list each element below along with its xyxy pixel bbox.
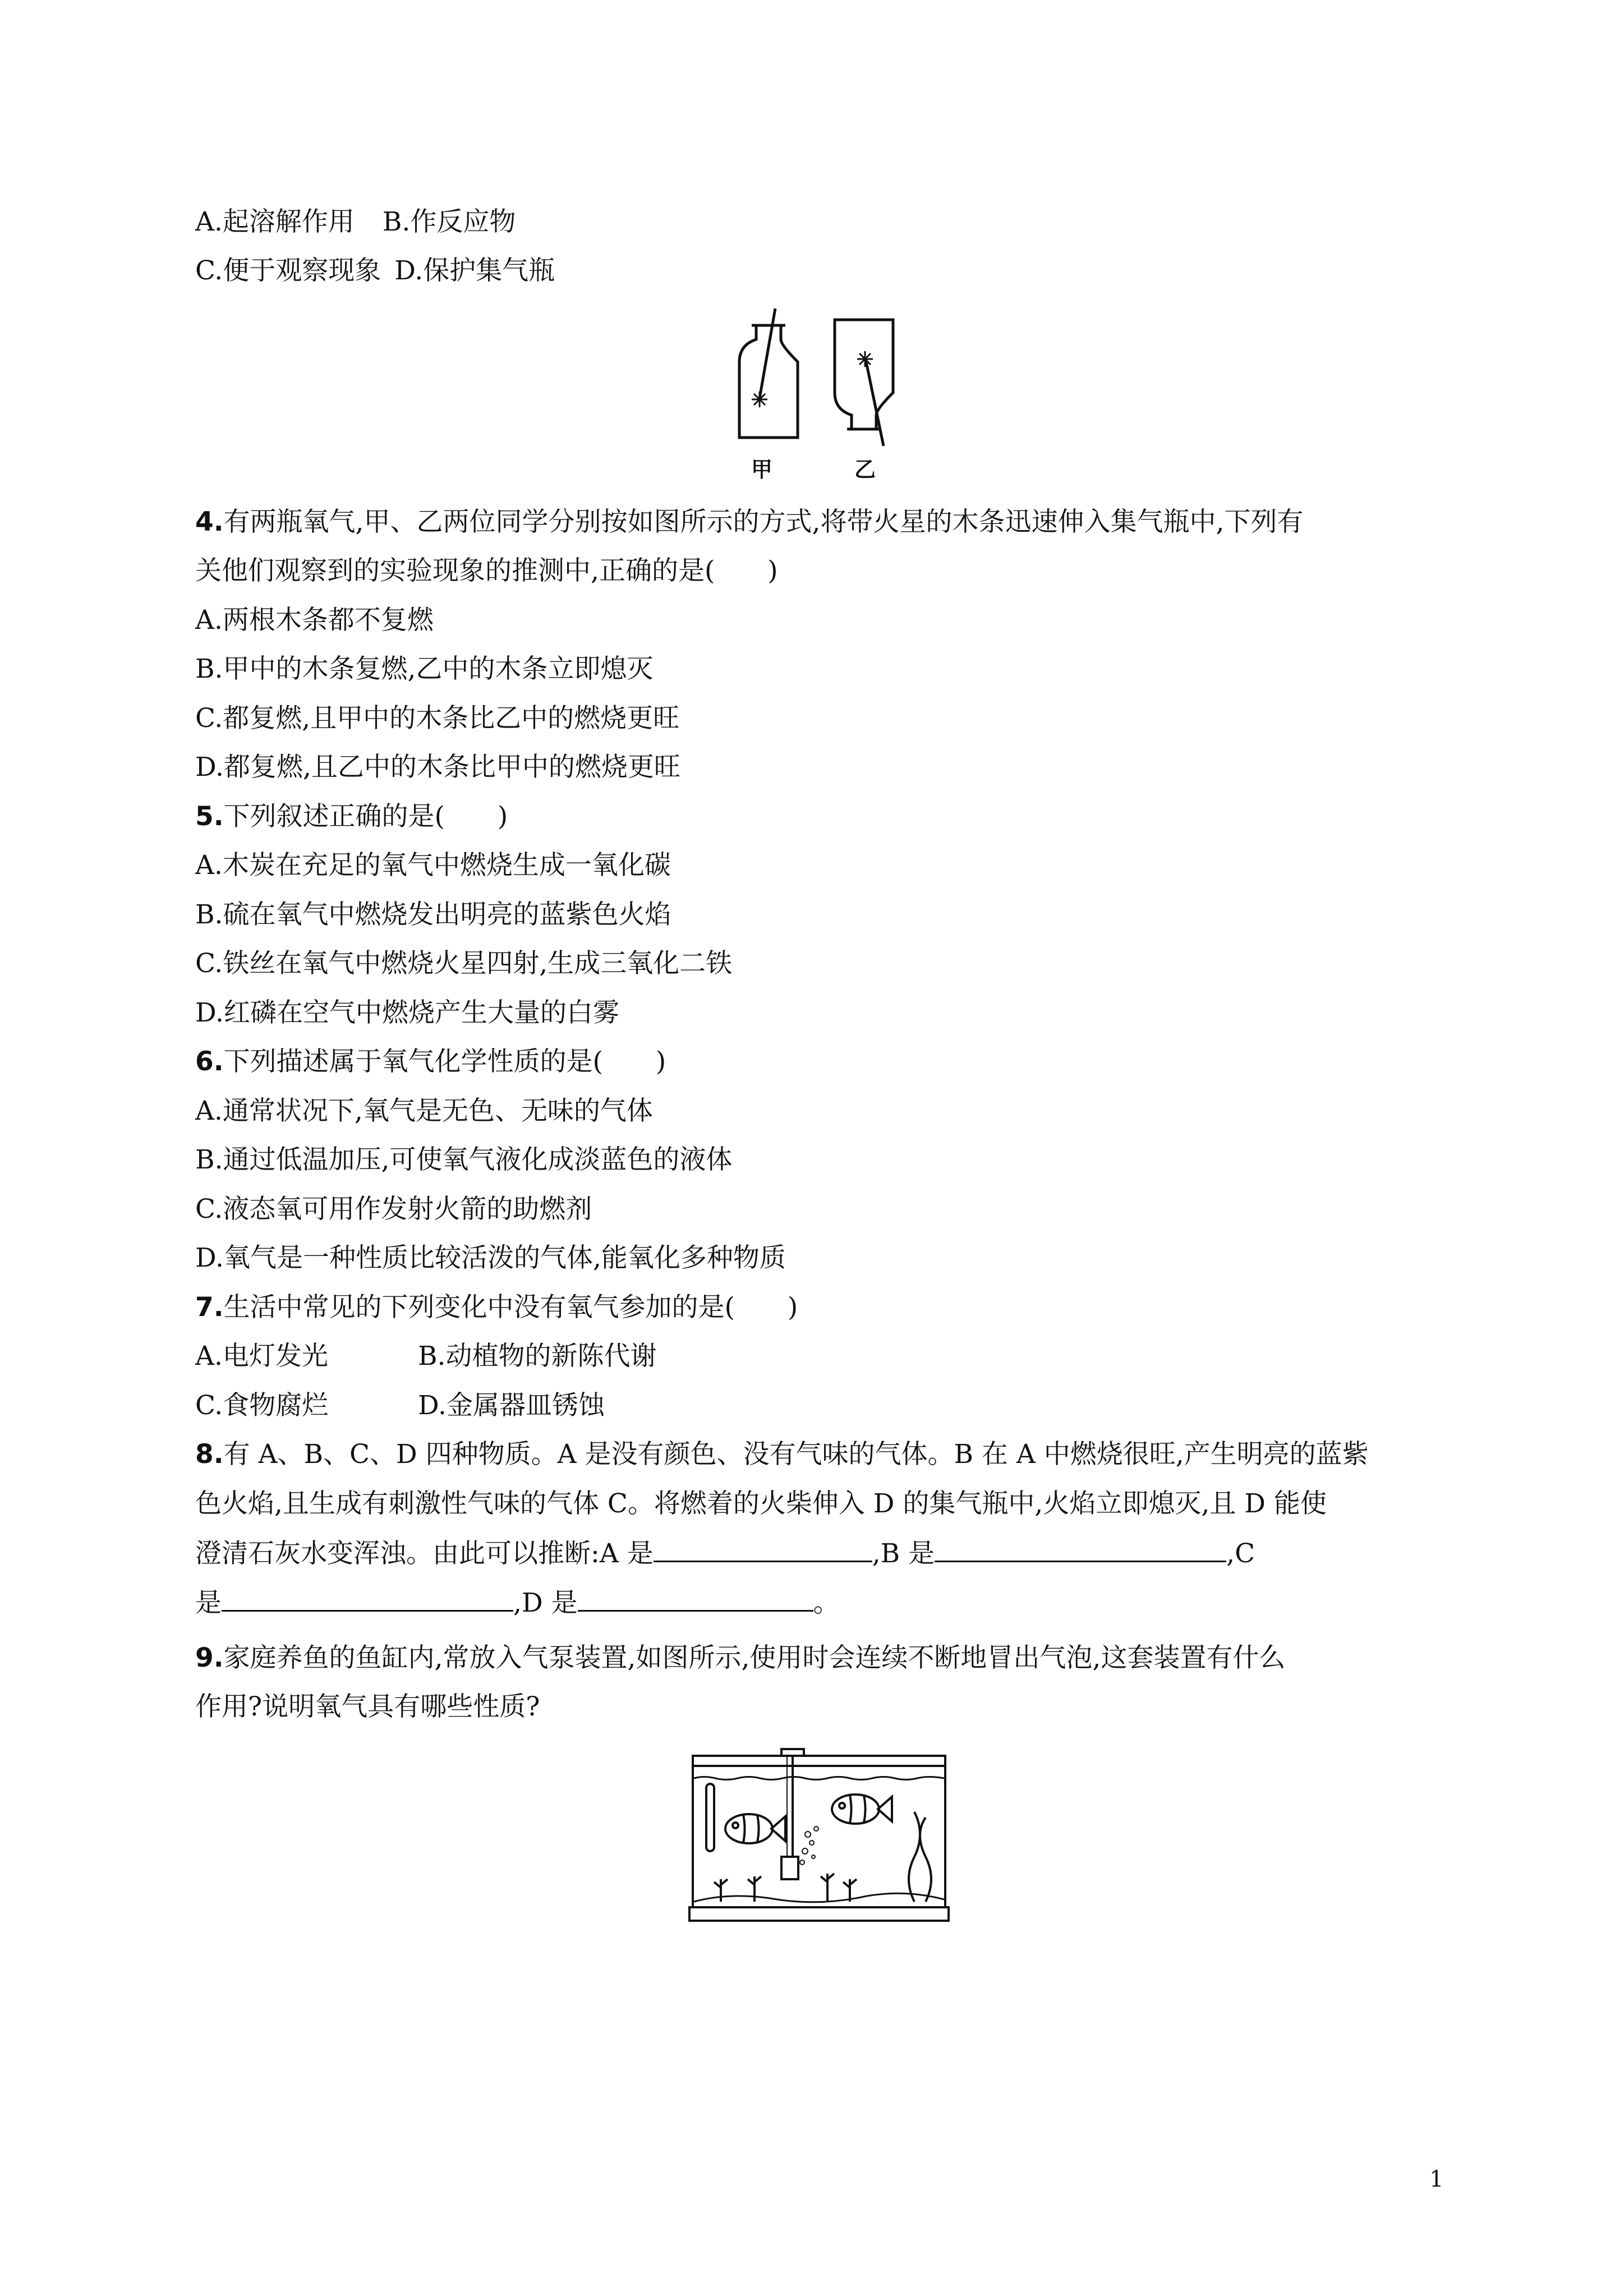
- q8-text-4c: 。: [813, 1588, 840, 1618]
- fish-right-icon: [832, 1795, 892, 1824]
- q6-option-b: B.通过低温加压,可使氧气液化成淡蓝色的液体: [195, 1144, 733, 1175]
- q5-option-d: D.红磷在空气中燃烧产生大量的白雾: [195, 997, 619, 1028]
- q6-option-a: A.通常状况下,氧气是无色、无味的气体: [195, 1096, 653, 1126]
- q3-option-d: D.保护集气瓶: [394, 255, 555, 286]
- q7-option-c: C.食物腐烂: [195, 1390, 329, 1421]
- q8-number: 8.: [195, 1439, 224, 1470]
- q6-number: 6.: [195, 1046, 224, 1077]
- air-pump-icon: [781, 1749, 804, 1756]
- aquarium-figure: [687, 1745, 951, 1930]
- page-number: 1: [1429, 2166, 1444, 2192]
- q7-option-b: B.动植物的新陈代谢: [418, 1341, 657, 1372]
- q4-stem-line-2: 关他们观察到的实验现象的推测中,正确的是( ): [195, 555, 778, 586]
- q8-text-3a: 澄清石灰水变浑浊。由此可以推断:A 是: [195, 1538, 654, 1569]
- q4-option-c: C.都复燃,且甲中的木条比乙中的燃烧更旺: [195, 703, 680, 734]
- q7-number: 7.: [195, 1292, 224, 1323]
- q9-number: 9.: [195, 1642, 224, 1673]
- q8-text-4b: ,D 是: [513, 1588, 578, 1618]
- q4-option-d: D.都复燃,且乙中的木条比甲中的燃烧更旺: [195, 752, 680, 783]
- q3-option-b: B.作反应物: [382, 206, 516, 237]
- gravel-icon: [694, 1893, 944, 1902]
- blank-d[interactable]: [578, 1585, 813, 1612]
- blank-a[interactable]: [654, 1536, 872, 1562]
- q8-line-3: [195, 1536, 1255, 1571]
- q7-option-a: A.电灯发光: [195, 1341, 328, 1372]
- q6-option-d: D.氧气是一种性质比较活泼的气体,能氧化多种物质: [195, 1243, 786, 1273]
- plant-icon: [714, 1879, 728, 1902]
- bottle-yi-icon: [835, 320, 893, 446]
- tank-base-icon: [689, 1907, 949, 1921]
- q4-stem-1: 有两瓶氧气,甲、乙两位同学分别按如图所示的方式,将带火星的木条迅速伸入集气瓶中,下列有: [223, 507, 1304, 537]
- q8-line-1: [195, 1438, 1369, 1471]
- q6-stem-text: 下列描述属于氧气化学性质的是( ): [223, 1046, 666, 1077]
- q8-line-2: 色火焰,且生成有刺激性气味的气体 C。将燃着的火柴伸入 D 的集气瓶中,火焰立即熄灭,且 D 能使: [195, 1488, 1327, 1519]
- q9-text-1: 家庭养鱼的鱼缸内,常放入气泵装置,如图所示,使用时会连续不断地冒出气泡,这套装置有什么: [223, 1642, 1286, 1673]
- q8-text-3b: ,B 是: [872, 1538, 935, 1569]
- q3-option-c: C.便于观察现象: [195, 255, 381, 286]
- fish-left-icon: [725, 1814, 785, 1843]
- q8-text-4a: 是: [195, 1588, 222, 1618]
- q8-text-1: 有 A、B、C、D 四种物质。A 是没有颜色、没有气味的气体。B 在 A 中燃烧很旺,产生明亮的蓝紫: [223, 1439, 1369, 1470]
- q5-option-b: B.硫在氧气中燃烧发出明亮的蓝紫色火焰: [195, 899, 671, 930]
- q3-options-row-1: [195, 205, 516, 239]
- q9-line-2: 作用?说明氧气具有哪些性质?: [195, 1691, 540, 1722]
- gas-bottles-figure: [724, 303, 937, 494]
- q5-stem-text: 下列叙述正确的是( ): [223, 801, 508, 832]
- q3-option-a: A.起溶解作用: [195, 206, 355, 237]
- bottle-jia-icon: [739, 309, 798, 438]
- q4-number: 4.: [195, 507, 224, 537]
- figure-label-yi: 乙: [854, 457, 876, 482]
- air-stone-icon: [781, 1857, 798, 1879]
- thermometer-icon: [706, 1784, 714, 1851]
- q6-stem: [195, 1045, 666, 1079]
- blank-c[interactable]: [222, 1585, 513, 1612]
- blank-b[interactable]: [935, 1536, 1226, 1562]
- q7-options-row-1: [195, 1340, 656, 1373]
- q5-option-c: C.铁丝在氧气中燃烧火星四射,生成三氧化二铁: [195, 948, 733, 979]
- q5-option-a: A.木炭在充足的氧气中燃烧生成一氧化碳: [195, 850, 671, 881]
- q7-stem: [195, 1291, 798, 1324]
- q8-line-4: [195, 1585, 840, 1620]
- q7-options-row-2: [195, 1389, 605, 1423]
- q4-option-a: A.两根木条都不复燃: [195, 605, 434, 636]
- q3-options-row-2: [195, 254, 555, 288]
- q8-text-3c: ,C: [1226, 1538, 1255, 1569]
- bubbles-icon: [800, 1826, 818, 1865]
- q7-stem-text: 生活中常见的下列变化中没有氧气参加的是( ): [223, 1292, 798, 1323]
- figure-label-jia: 甲: [751, 457, 773, 482]
- q5-number: 5.: [195, 801, 224, 832]
- q4-option-b: B.甲中的木条复燃,乙中的木条立即熄灭: [195, 654, 654, 684]
- q5-stem: [195, 800, 508, 834]
- tank-lid-icon: [693, 1756, 945, 1766]
- q7-option-d: D.金属器皿锈蚀: [418, 1390, 605, 1421]
- q9-line-1: [195, 1641, 1285, 1675]
- seaweed-icon: [909, 1812, 920, 1902]
- q4-stem-line-1: [195, 505, 1303, 539]
- q6-option-c: C.液态氧可用作发射火箭的助燃剂: [195, 1194, 592, 1225]
